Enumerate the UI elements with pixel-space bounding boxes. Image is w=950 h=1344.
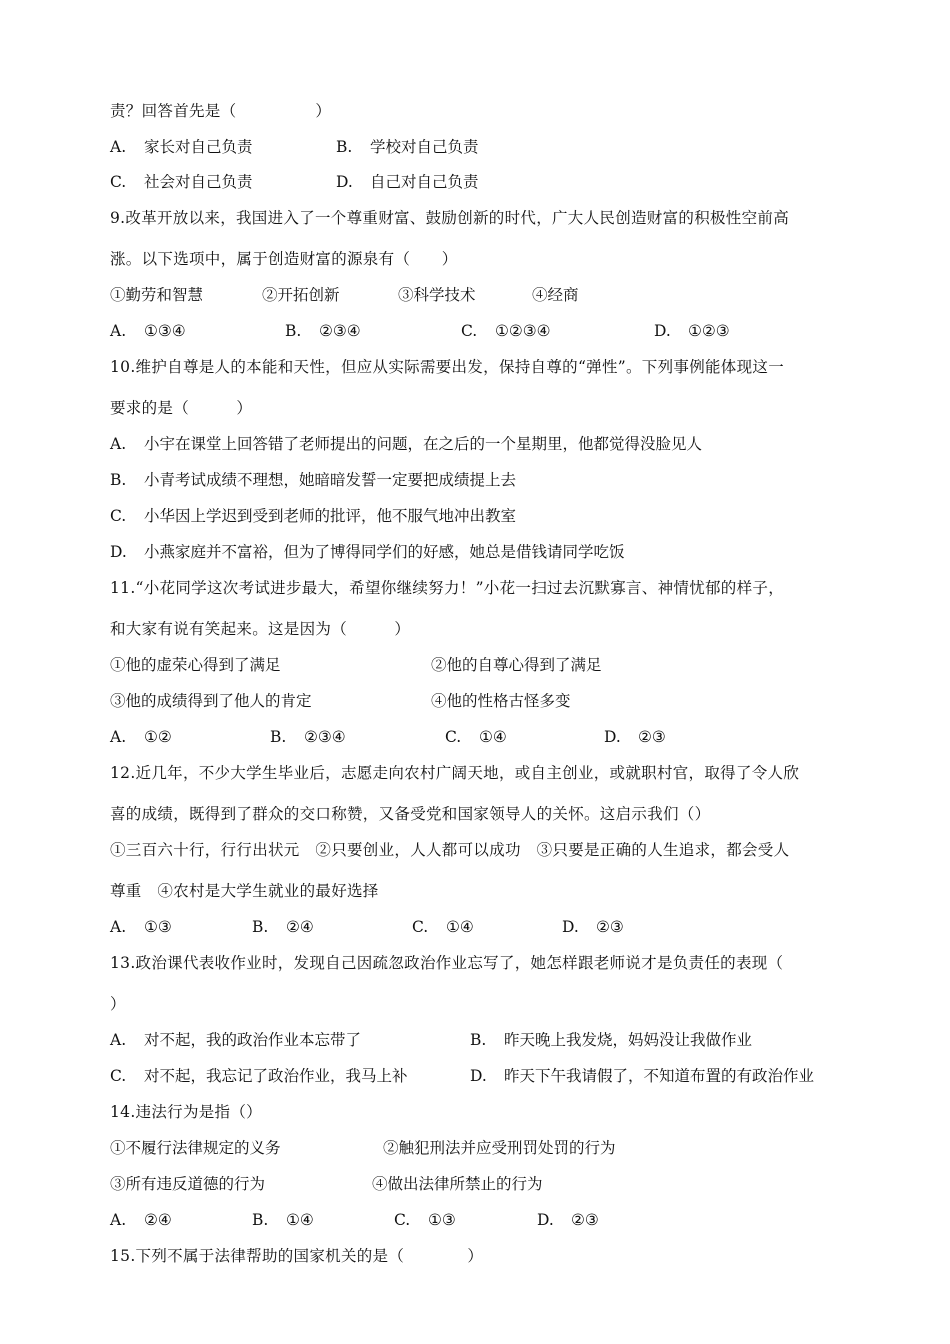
q11-item-2: ②他的自尊心得到了满足 — [431, 656, 602, 674]
q14-item-3: ③所有违反道德的行为 — [110, 1175, 266, 1193]
q9-option-c: C. ①②③④ — [461, 322, 551, 340]
q8-option-a: A. 家长对自己负责 — [110, 138, 253, 156]
q11-item-1: ①他的虚荣心得到了满足 — [110, 656, 281, 674]
q9-option-a: A. ①③④ — [110, 322, 186, 340]
question-13-stem-line1: 13.政治课代表收作业时，发现自己因疏忽政治作业忘写了，她怎样跟老师说才是负责任的表现（ — [110, 954, 784, 972]
q9-option-d: D. ①②③ — [654, 322, 730, 340]
question-14-stem: 14.违法行为是指（） — [110, 1103, 262, 1121]
q11-option-b: B. ②③④ — [270, 728, 346, 746]
question-12-items-line2: 尊重 ④农村是大学生就业的最好选择 — [110, 882, 379, 900]
question-13-stem-line2: ） — [110, 995, 126, 1013]
q10-option-d: D. 小燕家庭并不富裕，但为了博得同学们的好感，她总是借钱请同学吃饭 — [110, 543, 625, 561]
question-11-stem-line2: 和大家有说有笑起来。这是因为（ ） — [110, 620, 411, 638]
q8-option-c: C. 社会对自己负责 — [110, 173, 253, 191]
q10-option-b: B. 小青考试成绩不理想，她暗暗发誓一定要把成绩提上去 — [110, 471, 517, 489]
q12-option-a: A. ①③ — [110, 918, 172, 936]
q9-item-4: ④经商 — [532, 286, 579, 304]
q13-option-c: C. 对不起，我忘记了政治作业，我马上补 — [110, 1067, 408, 1085]
q14-option-b: B. ①④ — [252, 1211, 314, 1229]
q14-option-c: C. ①③ — [394, 1211, 456, 1229]
question-8-continuation: 责？回答首先是（ ） — [110, 102, 332, 120]
q11-option-d: D. ②③ — [604, 728, 666, 746]
q14-item-4: ④做出法律所禁止的行为 — [372, 1175, 543, 1193]
question-12-items-line1: ①三百六十行，行行出状元 ②只要创业，人人都可以成功 ③只要是正确的人生追求，都会受人 — [110, 841, 790, 859]
q11-item-3: ③他的成绩得到了他人的肯定 — [110, 692, 312, 710]
q12-option-c: C. ①④ — [412, 918, 474, 936]
q9-item-1: ①勤劳和智慧 — [110, 286, 204, 304]
q11-option-c: C. ①④ — [445, 728, 507, 746]
q10-option-a: A. 小宇在课堂上回答错了老师提出的问题，在之后的一个星期里，他都觉得没脸见人 — [110, 435, 703, 453]
q11-option-a: A. ①② — [110, 728, 172, 746]
question-9-stem-line2: 涨。以下选项中，属于创造财富的源泉有（ ） — [110, 250, 458, 268]
q13-option-a: A. 对不起，我的政治作业本忘带了 — [110, 1031, 362, 1049]
q12-option-d: D. ②③ — [562, 918, 624, 936]
question-10-stem-line1: 10.维护自尊是人的本能和天性，但应从实际需要出发，保持自尊的“弹性”。下列事例能体现这一 — [110, 358, 785, 376]
question-12-stem-line1: 12.近几年，不少大学生毕业后，志愿走向农村广阔天地，或自主创业，或就职村官，取得了令人欣 — [110, 764, 800, 782]
q14-item-1: ①不履行法律规定的义务 — [110, 1139, 281, 1157]
question-10-stem-line2: 要求的是（ ） — [110, 399, 253, 417]
question-9-stem-line1: 9.改革开放以来，我国进入了一个尊重财富、鼓励创新的时代，广大人民创造财富的积极性空前高 — [110, 209, 789, 227]
q9-option-b: B. ②③④ — [285, 322, 361, 340]
q9-item-3: ③科学技术 — [398, 286, 476, 304]
q14-option-d: D. ②③ — [537, 1211, 599, 1229]
question-15-stem: 15.下列不属于法律帮助的国家机关的是（ ） — [110, 1247, 484, 1265]
q10-option-c: C. 小华因上学迟到受到老师的批评，他不服气地冲出教室 — [110, 507, 517, 525]
q13-option-d: D. 昨天下午我请假了，不知道布置的有政治作业 — [470, 1067, 815, 1085]
q8-option-b: B. 学校对自己负责 — [336, 138, 479, 156]
q12-option-b: B. ②④ — [252, 918, 314, 936]
q14-option-a: A. ②④ — [110, 1211, 172, 1229]
question-12-stem-line2: 喜的成绩，既得到了群众的交口称赞，又备受党和国家领导人的关怀。这启示我们（） — [110, 805, 711, 823]
q13-option-b: B. 昨天晚上我发烧，妈妈没让我做作业 — [470, 1031, 753, 1049]
q11-item-4: ④他的性格古怪多变 — [431, 692, 571, 710]
q8-option-d: D. 自己对自己负责 — [336, 173, 479, 191]
question-11-stem-line1: 11.“小花同学这次考试进步最大，希望你继续努力！”小花一扫过去沉默寡言、神情忧郁的样子， — [110, 579, 785, 597]
q9-item-2: ②开拓创新 — [262, 286, 340, 304]
q14-item-2: ②触犯刑法并应受刑罚处罚的行为 — [383, 1139, 616, 1157]
